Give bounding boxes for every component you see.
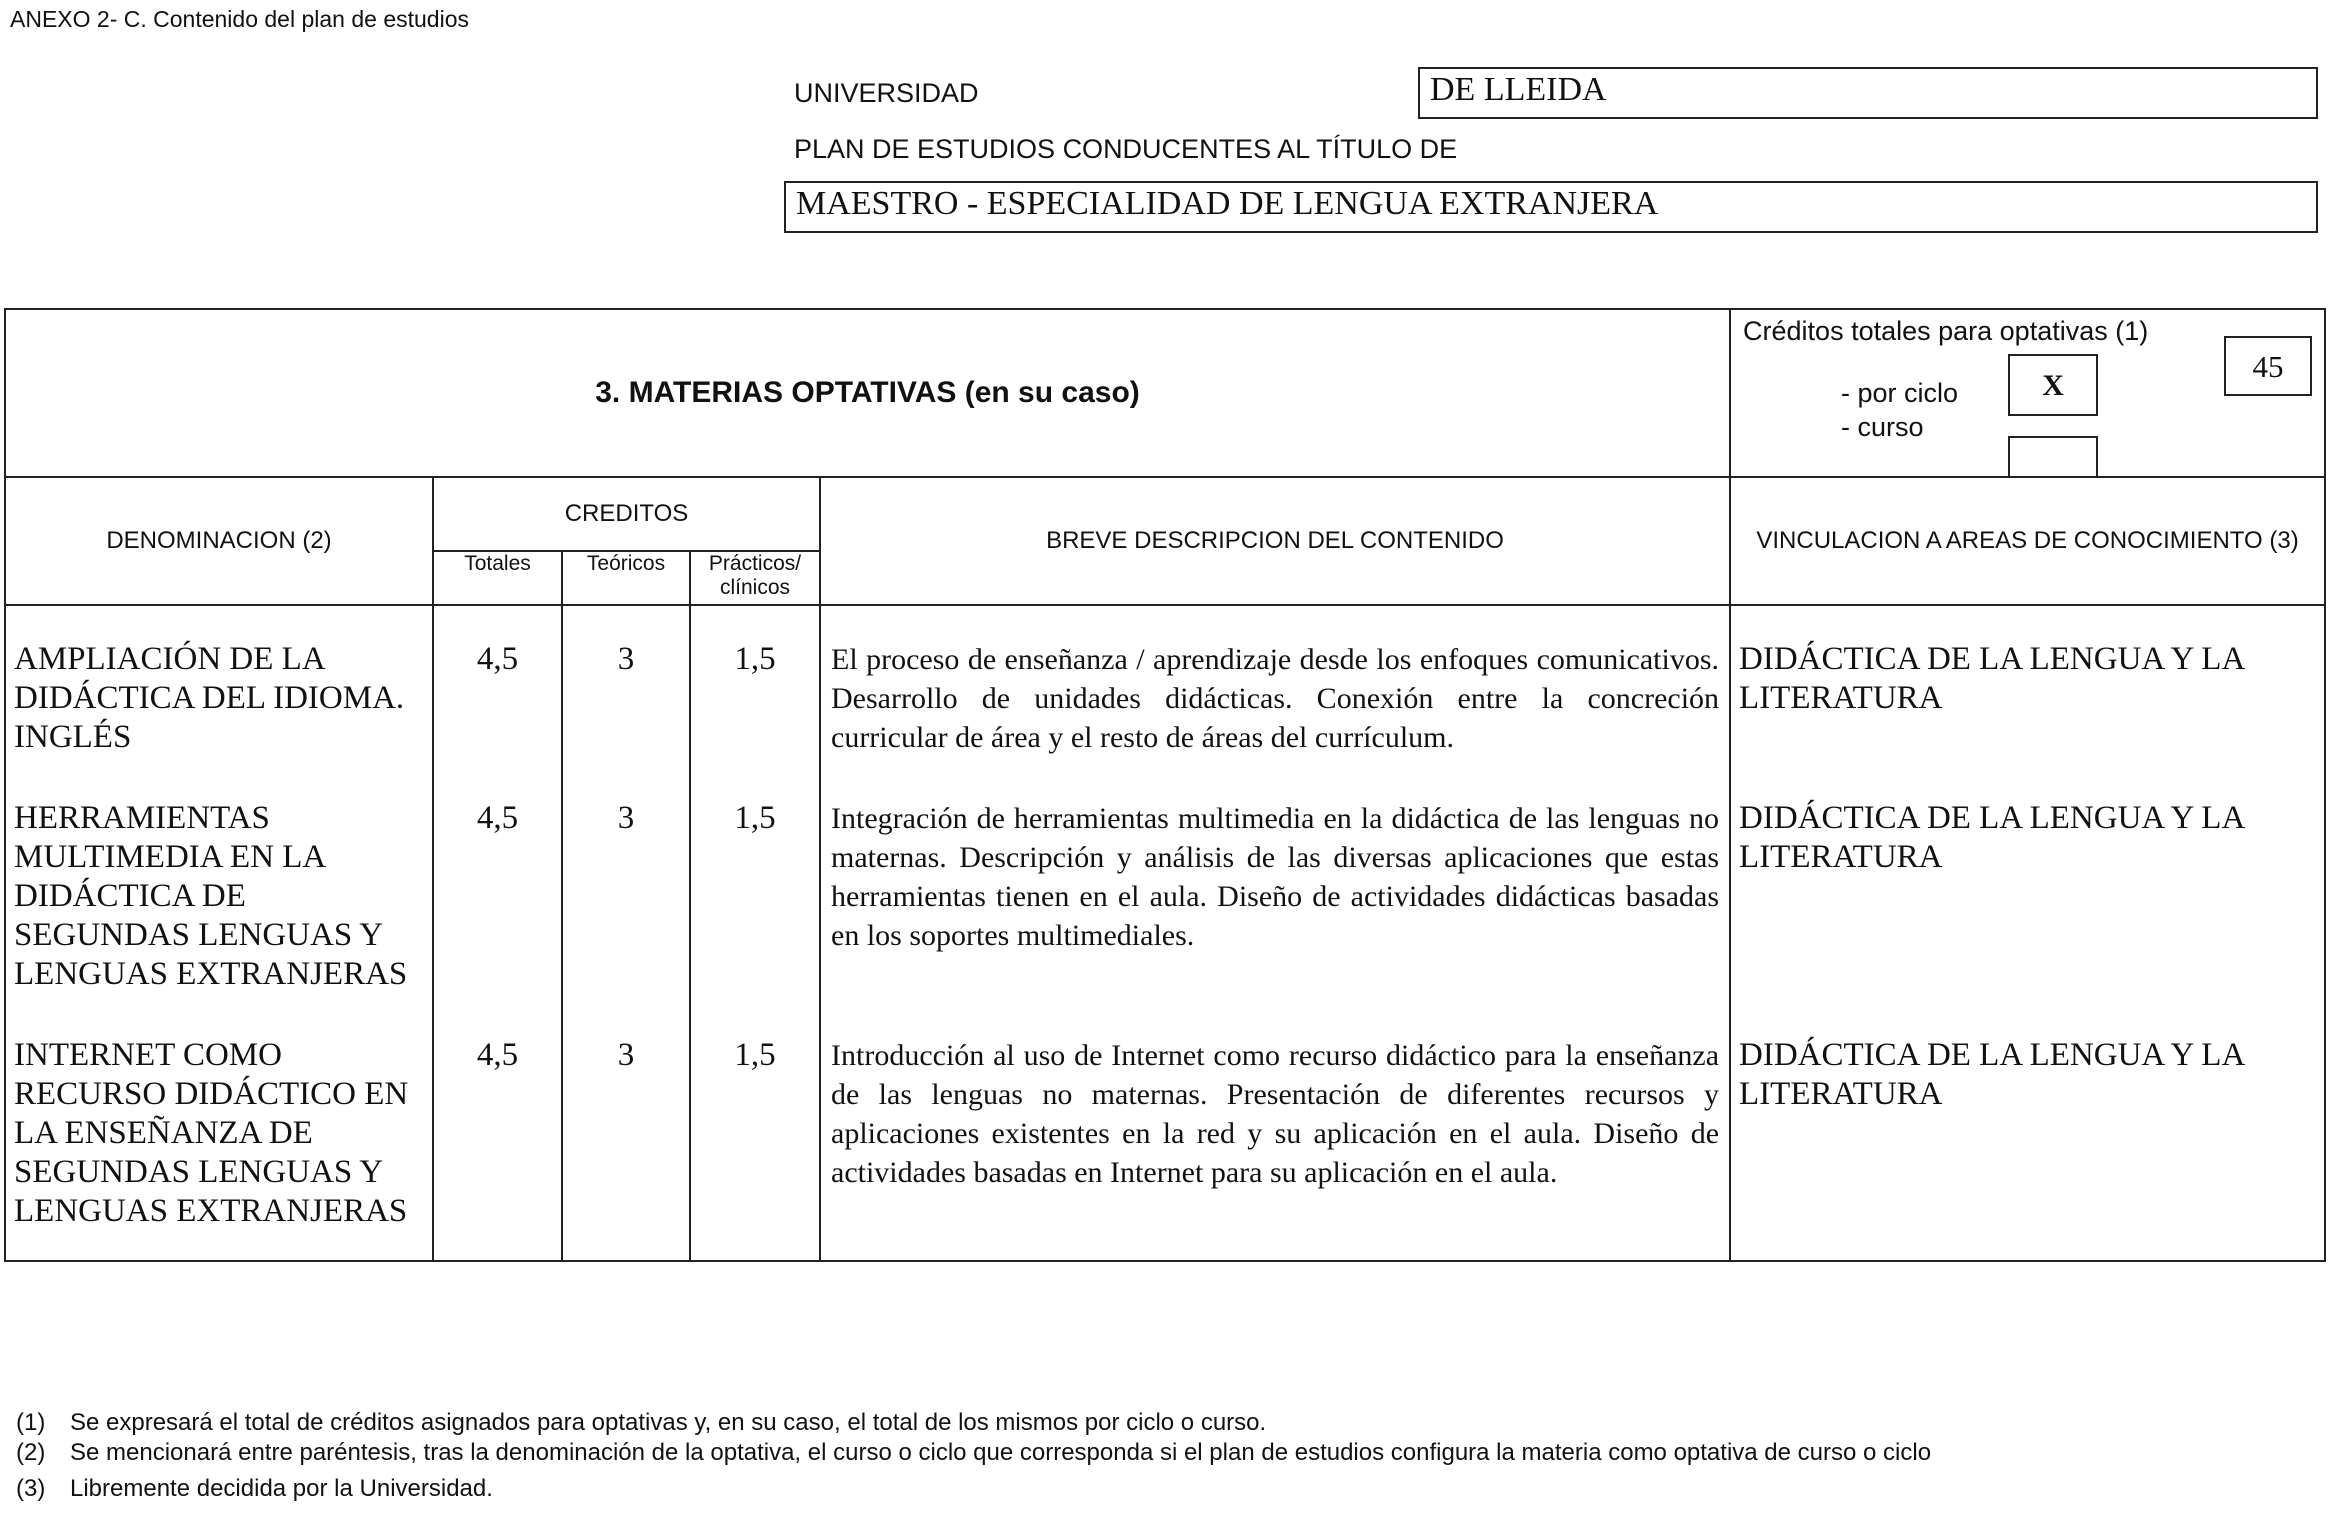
row-denominacion: INTERNET COMO RECURSO DIDÁCTICO EN LA ENSEÑANZA DE SEGUNDAS LENGUAS Y LENGUAS EXTRANJERAS [5,1036,433,1231]
column-header-creditos: CREDITOS [433,477,820,551]
footnote-number: (3) [16,1475,46,1502]
row-area: DIDÁCTICA DE LA LENGUA Y LA LITERATURA [1730,799,2325,994]
optional-subjects-table [4,308,2326,1262]
footnote-text: Se expresará el total de créditos asignados para optativas y, en su caso, el total de los mismos por ciclo o curso. [70,1409,1267,1436]
university-value-box: DE LLEIDA [1418,67,2318,119]
credits-summary [1730,309,2325,477]
column-header-denominacion: DENOMINACION (2) [5,477,433,605]
section-title: 3. MATERIAS OPTATIVAS (en su caso) [5,309,1730,477]
footnote [16,1438,2276,1468]
row-totales: 4,5 [433,640,562,757]
footnote [16,1474,2276,1504]
row-totales: 4,5 [433,799,562,994]
table-row [5,1036,2325,1231]
row-teoricos: 3 [562,799,690,994]
row-practicos: 1,5 [690,640,820,757]
row-practicos: 1,5 [690,1036,820,1231]
footnotes [16,1408,2276,1504]
footnote-number: (1) [16,1409,46,1436]
row-teoricos: 3 [562,640,690,757]
curso-checkbox [2008,436,2098,478]
por-ciclo-label: - por ciclo [1841,378,1959,408]
footnote-text: Libremente decidida por la Universidad. [70,1475,493,1502]
footnote-number: (2) [16,1439,46,1466]
annex-label: ANEXO 2- C. Contenido del plan de estudios [10,6,469,32]
table-row [5,640,2325,757]
row-practicos: 1,5 [690,799,820,994]
row-denominacion: HERRAMIENTAS MULTIMEDIA EN LA DIDÁCTICA DE SEGUNDAS LENGUAS Y LENGUAS EXTRANJERAS [5,799,433,994]
column-header-teoricos: Teóricos [562,551,690,605]
table-row [5,799,2325,994]
credits-total-label: Créditos totales para optativas (1) [1743,316,2149,346]
plan-label: PLAN DE ESTUDIOS CONDUCENTES AL TÍTULO DE [794,134,1458,164]
university-label: UNIVERSIDAD [794,78,979,108]
column-header-descripcion: BREVE DESCRIPCION DEL CONTENIDO [820,477,1730,605]
curso-label: - curso [1841,412,1924,442]
footnote-text: Se mencionará entre paréntesis, tras la denominación de la optativa, el curso o ciclo que corresponda si el plan de estudios configura la materia como optativa de curso o ciclo [70,1439,1932,1466]
row-area: DIDÁCTICA DE LA LENGUA Y LA LITERATURA [1730,1036,2325,1231]
row-totales: 4,5 [433,1036,562,1231]
row-teoricos: 3 [562,1036,690,1231]
column-header-totales: Totales [433,551,562,605]
row-descripcion: El proceso de enseñanza / aprendizaje desde los enfoques comunicativos. Desarrollo de unidades didácticas. Conexión entre la concreción curricular de área y el resto de áreas del currículum. [820,640,1730,757]
column-header-practicos: Prácticos/ clínicos [690,551,820,605]
por-ciclo-checkbox: X [2008,354,2098,416]
credits-total-value: 45 [2224,336,2312,396]
row-area: DIDÁCTICA DE LA LENGUA Y LA LITERATURA [1730,640,2325,757]
row-denominacion: AMPLIACIÓN DE LA DIDÁCTICA DEL IDIOMA. INGLÉS [5,640,433,757]
column-header-vinculacion: VINCULACION A AREAS DE CONOCIMIENTO (3) [1730,477,2325,605]
footnote [16,1408,2276,1438]
row-descripcion: Introducción al uso de Internet como recurso didáctico para la enseñanza de las lenguas no maternas. Presentación de diferentes recursos y aplicaciones existentes en la red y su aplicación en el aula. Diseño de actividades basadas en Internet para su aplicación en el aula. [820,1036,1730,1231]
degree-title-box: MAESTRO - ESPECIALIDAD DE LENGUA EXTRANJERA [784,181,2318,233]
row-descripcion: Integración de herramientas multimedia en la didáctica de las lenguas no maternas. Descripción y análisis de las diversas aplicaciones que estas herramientas tienen en el aula. Diseño de actividades didácticas basadas en los soportes multimediales. [820,799,1730,994]
